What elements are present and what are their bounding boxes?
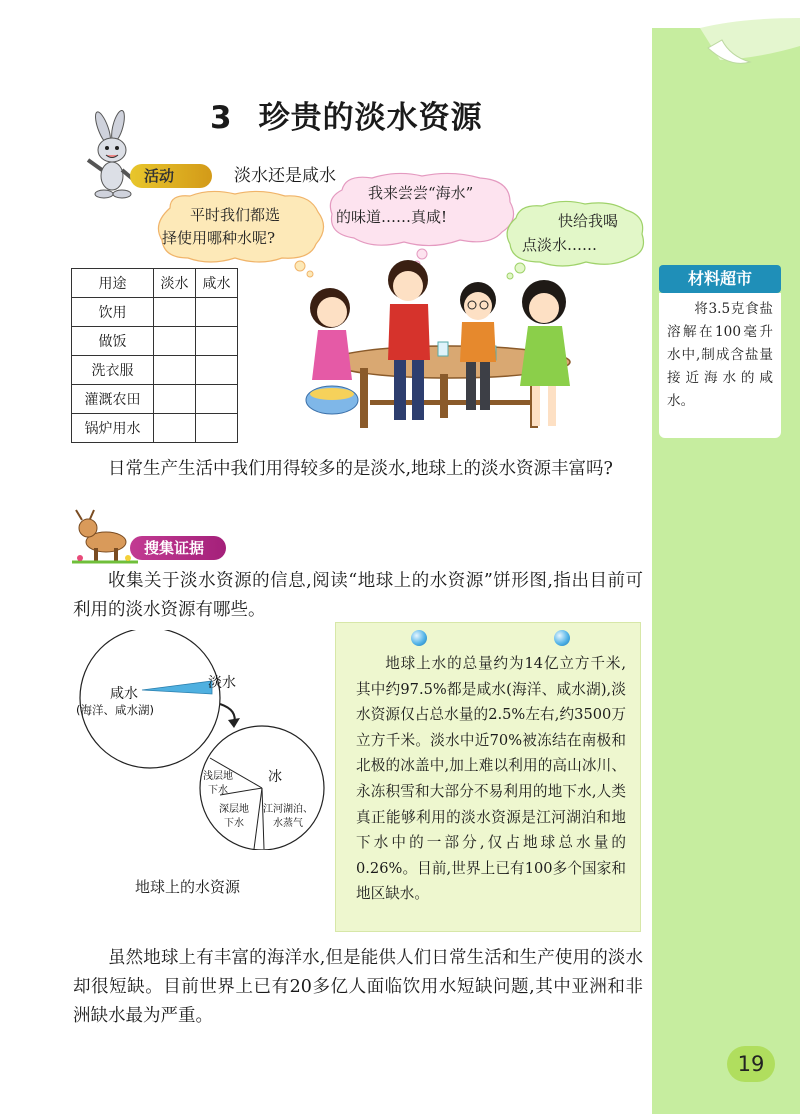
table-row (72, 327, 238, 356)
water-facts-box: 地球上水的总量约为14亿立方千米,其中约97.5%都是咸水(海洋、咸水湖),淡水资源仅占总水量的2.5%左右,约3500万立方千米。淡水中近70%被冻结在南极和北极的冰盖中,加上难以利用的高山冰川、永冻积雪和大部分不易利用的地下水,人类真正能够利用的淡水资源是江河湖泊和地下水中的一部分,仅占地球总水量的0.26%。目前,世界上已有100多个国家和地区缺水。 (335, 622, 641, 932)
bubble-middle-line1: 我来尝尝“海水” (368, 184, 474, 202)
table-row-label: 灌溉农田 (72, 385, 154, 414)
activity-topic: 淡水还是咸水 (234, 166, 336, 186)
fresh-water-cell[interactable] (154, 298, 196, 327)
pie-label-deep-line1: 深层地 (219, 804, 249, 815)
bubble-left-line1: 平时我们都选 (190, 206, 281, 224)
pie-label-lake-line1: 江河湖泊、 (263, 804, 313, 815)
table-header-row (72, 269, 238, 298)
table-header-cell: 咸水 (196, 269, 238, 298)
salt-water-cell[interactable] (196, 298, 238, 327)
water-use-table (71, 268, 238, 443)
deer-mascot-illustration (70, 508, 140, 564)
bubble-right-line1: 快给我喝 (558, 212, 619, 230)
bubble-middle-line2: 的味道……真咸! (336, 208, 448, 226)
pie-caption: 地球上的水资源 (135, 878, 241, 896)
page-title: 3 珍贵的淡水资源 (210, 100, 483, 136)
table-row-label: 饮用 (72, 298, 154, 327)
children-tasting-water-illustration (290, 250, 610, 440)
evidence-label: 搜集证据 (130, 536, 226, 560)
pie-label-shallow-line2: 下水 (208, 785, 228, 796)
table-row (72, 356, 238, 385)
table-header-cell: 用途 (72, 269, 154, 298)
table-row (72, 385, 238, 414)
water-drop-icon (554, 630, 570, 646)
bubble-left-line2: 择使用哪种水呢? (162, 229, 276, 247)
table-header-cell: 淡水 (154, 269, 196, 298)
closing-paragraph: 虽然地球上有丰富的海洋水,但是能供人们日常生活和生产使用的淡水却很短缺。目前世界上已有20多亿人面临饮用水短缺问题,其中亚洲和非洲缺水最为严重。 (73, 948, 643, 1026)
pie-label-fresh-water: 淡水 (208, 675, 236, 691)
salt-water-cell[interactable] (196, 414, 238, 443)
intro-paragraph: 日常生产生活中我们用得较多的是淡水,地球上的淡水资源丰富吗? (108, 459, 613, 479)
pie-label-shallow-line1: 浅层地 (203, 771, 233, 782)
fresh-water-cell[interactable] (154, 356, 196, 385)
fresh-water-cell[interactable] (154, 385, 196, 414)
page-curl-decoration (700, 18, 800, 78)
water-drop-icon (411, 630, 427, 646)
pie-label-lake-line2: 水蒸气 (273, 818, 303, 829)
pie-label-ice: 冰 (268, 769, 282, 785)
fresh-water-cell[interactable] (154, 414, 196, 443)
pie-label-salt-water: 咸水 (110, 686, 138, 702)
evidence-paragraph: 收集关于淡水资源的信息,阅读“地球上的水资源”饼形图,指出目前可利用的淡水资源有哪些。 (73, 571, 643, 620)
bubble-right-line2: 点淡水…… (522, 236, 598, 254)
pie-label-shallow-groundwater (196, 770, 240, 798)
salt-water-cell[interactable] (196, 385, 238, 414)
table-row-label: 洗衣服 (72, 356, 154, 385)
pie-label-rivers-lakes (258, 803, 318, 831)
side-margin-strip (652, 28, 800, 1114)
fresh-water-cell[interactable] (154, 327, 196, 356)
page-number: 19 (727, 1046, 775, 1082)
salt-water-cell[interactable] (196, 327, 238, 356)
table-row (72, 414, 238, 443)
sidebar-title: 材料超市 (659, 265, 781, 293)
table-row-label: 锅炉用水 (72, 414, 154, 443)
sidebar-text: 将3.5克食盐溶解在100毫升水中,制成含盐量接近海水的咸水。 (659, 293, 781, 438)
table-row-label: 做饭 (72, 327, 154, 356)
pie-label-salt-water-sub: (海洋、咸水湖) (76, 703, 154, 717)
pie-label-deep-groundwater (214, 803, 254, 831)
table-row (72, 298, 238, 327)
pie-label-deep-line2: 下水 (224, 818, 244, 829)
salt-water-cell[interactable] (196, 356, 238, 385)
activity-label: 活动 (130, 164, 212, 188)
